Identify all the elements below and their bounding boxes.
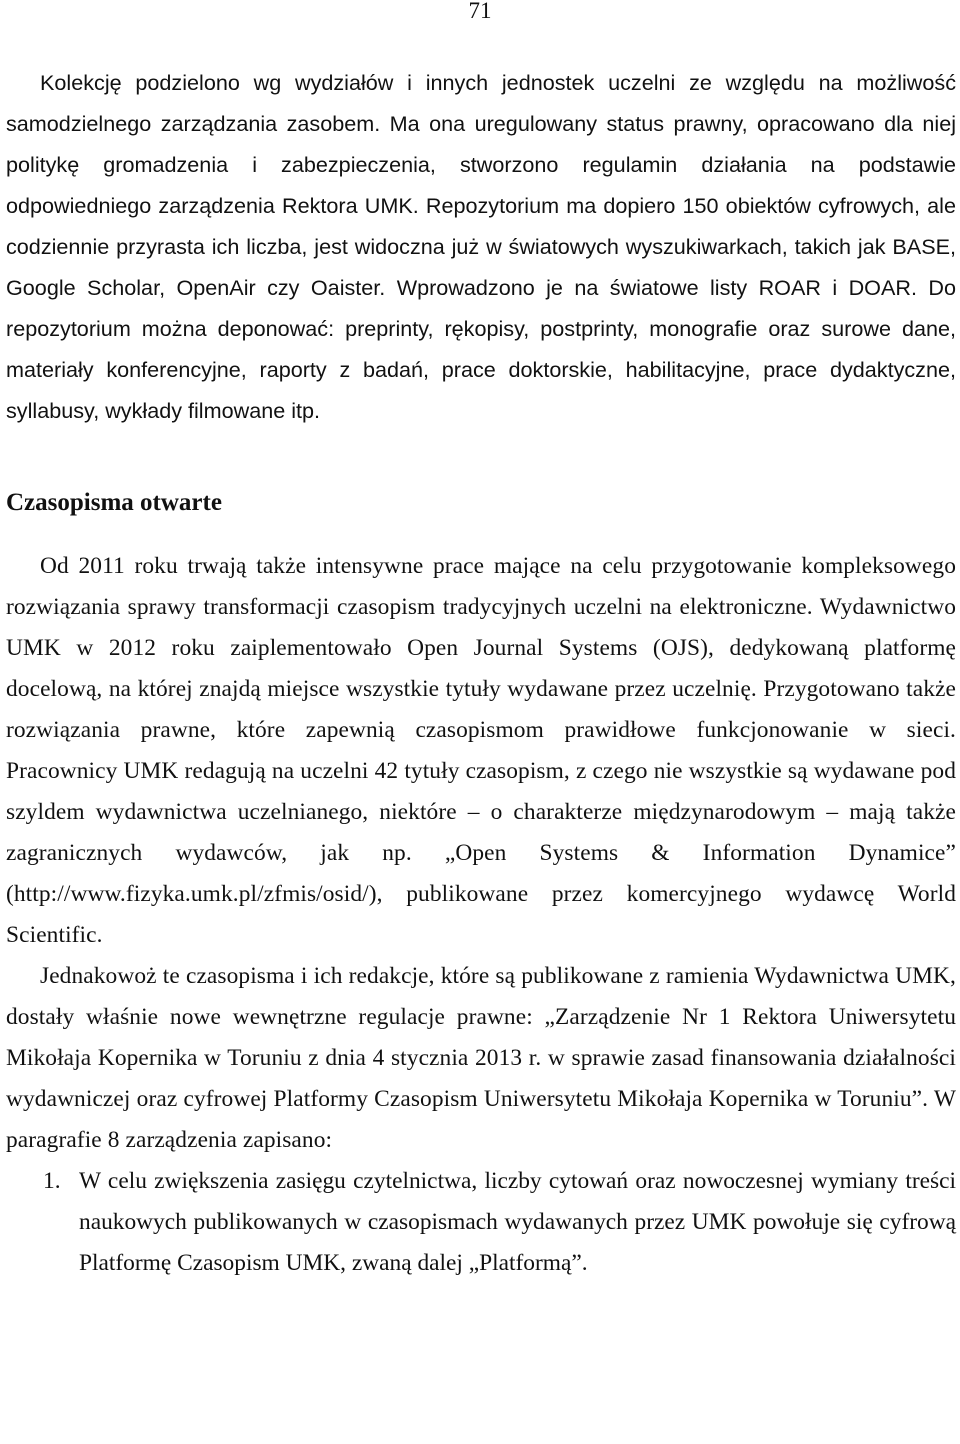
list-item bbox=[6, 1161, 956, 1284]
page-content bbox=[6, 62, 956, 1284]
regulation-list bbox=[6, 1161, 956, 1284]
paragraph-repository: Kolekcję podzielono wg wydziałów i innych jednostek uczelni ze względu na możliwość samodzielnego zarządzania zasobem. Ma ona uregulowany status prawny, opracowano dla niej politykę gromadzenia i zabezpieczenia, stworzono regulamin działania na podstawie odpowiedniego zarządzenia Rektora UMK. Repozytorium ma dopiero 150 obiektów cyfrowych, ale codziennie przyrasta ich liczba, jest widoczna już w światowych wyszukiwarkach, takich jak BASE, Google Scholar, OpenAir czy Oaister. Wprowadzono je na światowe listy ROAR i DOAR. Do repozytorium można deponować: preprinty, rękopisy, postprinty, monografie oraz surowe dane, materiały konferencyjne, raporty z badań, prace doktorskie, habilitacyjne, prace dydaktyczne, syllabusy, wykłady filmowane itp. bbox=[6, 70, 956, 423]
list-item-text: W celu zwiększenia zasięgu czytelnictwa, liczby cytowań oraz nowoczesnej wymiany treści naukowych publikowanych w czasopismach wydawanych przez UMK powołuje się cyfrową Platformę Czasopism UMK, zwaną dalej „Platformą”. bbox=[79, 1168, 956, 1276]
page-number: 71 bbox=[468, 0, 492, 23]
paragraph-regulations: Jednakowoż te czasopisma i ich redakcje, które są publikowane z ramienia Wydawnictwa UMK, dostały właśnie nowe wewnętrzne regulacje prawne: „Zarządzenie Nr 1 Rektora Uniwersytetu Mikołaja Kopernika w Toruniu z dnia 4 stycznia 2013 r. w sprawie zasad finansowania działalności wydawniczej oraz cyfrowej Platformy Czasopism Uniwersytetu Mikołaja Kopernika w Toruniu”. W paragrafie 8 zarządzenia zapisano: bbox=[6, 963, 956, 1153]
list-item-number: 1. bbox=[43, 1168, 61, 1194]
section-heading: Czasopisma otwarte bbox=[6, 489, 222, 516]
paragraph-open-journals: Od 2011 roku trwają także intensywne prace mające na celu przygotowanie kompleksowego rozwiązania sprawy transformacji czasopism tradycyjnych uczelni na elektroniczne. Wydawnictwo UMK w 2012 roku zaiplementowało Open Journal Systems (OJS), dedykowaną platformę docelową, na której znajdą miejsce wszystkie tytuły wydawane przez uczelnię. Przygotowano także rozwiązania prawne, które zapewnią czasopismom prawidłowe funkcjonowanie w sieci. Pracownicy UMK redagują na uczelni 42 tytuły czasopism, z czego nie wszystkie są wydawane pod szyldem wydawnictwa uczelnianego, niektóre – o charakterze międzynarodowym – mają także zagranicznych wydawców, jak np. „Open Systems & Information Dynamice” (http://www.fizyka.umk.pl/zfmis/osid/), publikowane przez komercyjnego wydawcę World Scientific. bbox=[6, 553, 956, 948]
